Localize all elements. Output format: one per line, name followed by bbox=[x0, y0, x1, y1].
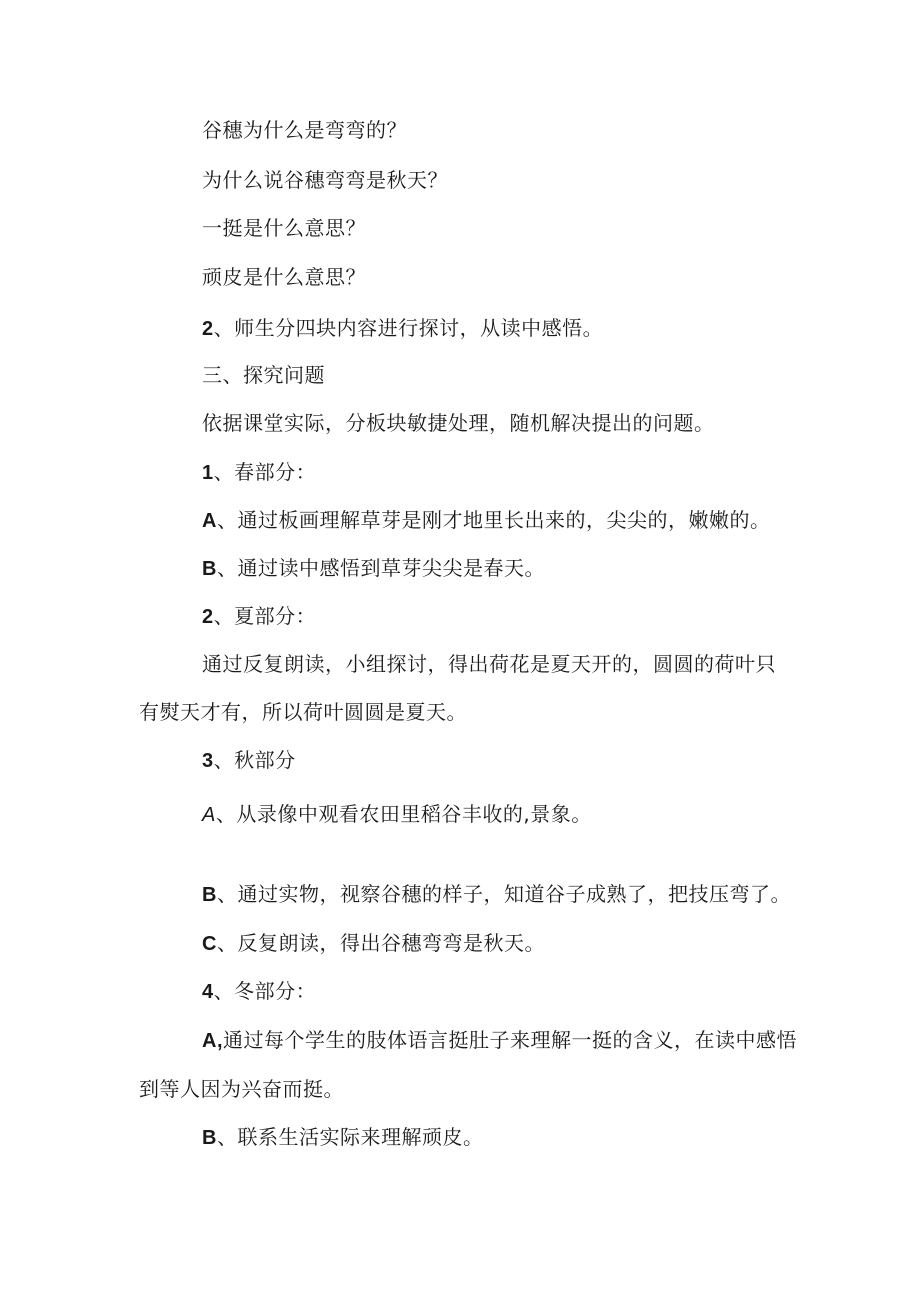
line-text: 通过每个学生的肢体语言挺肚子来理解一挺的含义，在读中感悟 bbox=[223, 1028, 797, 1052]
section-heading bbox=[202, 362, 325, 388]
line-text: 谷穗为什么是弯弯的？ bbox=[202, 118, 407, 142]
line-text: 、从录像中观看农田里稻谷丰收的,景象。 bbox=[215, 802, 592, 826]
lettered-item bbox=[202, 930, 545, 957]
list-marker: 2 bbox=[202, 318, 214, 340]
line-text: 、春部分： bbox=[213, 460, 317, 484]
list-marker: B bbox=[202, 1127, 217, 1149]
paragraph-line bbox=[202, 651, 776, 677]
line-text: 、夏部分： bbox=[213, 604, 317, 628]
list-marker: B bbox=[202, 884, 217, 906]
list-marker: 4 bbox=[202, 981, 214, 1003]
list-marker: A bbox=[202, 510, 217, 532]
question-line bbox=[202, 117, 407, 143]
question-line bbox=[202, 264, 366, 290]
line-text: 三、探究问题 bbox=[202, 363, 325, 387]
lettered-item bbox=[202, 507, 770, 534]
list-marker: B bbox=[202, 558, 217, 580]
line-text: 、通过实物，视察谷穗的样子，知道谷子成熟了，把技压弯了。 bbox=[216, 882, 791, 906]
lettered-item bbox=[202, 801, 592, 828]
numbered-step bbox=[202, 747, 296, 774]
paragraph-continuation bbox=[139, 699, 467, 725]
line-text: 、师生分四块内容进行探讨，从读中感悟。 bbox=[213, 316, 604, 340]
list-marker: 1 bbox=[202, 462, 214, 484]
lettered-item bbox=[202, 1027, 797, 1054]
line-text: 、冬部分： bbox=[213, 979, 317, 1003]
list-marker: A bbox=[202, 804, 216, 826]
question-line bbox=[202, 215, 366, 241]
line-text: 、通过板画理解草芽是刚才地里长出来的，尖尖的，嫩嫩的。 bbox=[216, 508, 771, 532]
line-text: 顽皮是什么意思？ bbox=[202, 265, 366, 289]
line-text: 有熨天才有，所以荷叶圆圆是夏天。 bbox=[139, 700, 467, 724]
line-text: 到等人因为兴奋而挺。 bbox=[139, 1077, 344, 1101]
list-marker: 2 bbox=[202, 606, 214, 628]
line-text: 、联系生活实际来理解顽皮。 bbox=[216, 1125, 484, 1149]
paragraph-line bbox=[202, 410, 715, 436]
lettered-item bbox=[202, 881, 791, 908]
lettered-item bbox=[202, 1124, 483, 1151]
line-text: 依据课堂实际，分板块敏捷处理，随机解决提出的问题。 bbox=[202, 411, 715, 435]
line-text: 通过反复朗读，小组探讨，得出荷花是夏天开的，圆圆的荷叶只 bbox=[202, 652, 776, 676]
numbered-step bbox=[202, 459, 316, 486]
paragraph-continuation bbox=[139, 1076, 344, 1102]
numbered-step bbox=[202, 603, 316, 630]
list-marker: A, bbox=[202, 1030, 223, 1052]
line-text: 为什么说谷穗弯弯是秋天？ bbox=[202, 168, 448, 192]
line-text: 、通过读中感悟到草芽尖尖是春天。 bbox=[216, 556, 545, 580]
list-marker: 3 bbox=[202, 750, 214, 772]
list-marker: C bbox=[202, 933, 217, 955]
question-line bbox=[202, 167, 448, 193]
numbered-step bbox=[202, 978, 316, 1005]
line-text: 、反复朗读，得出谷穗弯弯是秋天。 bbox=[216, 931, 545, 955]
numbered-step bbox=[202, 315, 603, 342]
lettered-item bbox=[202, 555, 545, 582]
line-text: 、秋部分 bbox=[213, 748, 296, 772]
line-text: 一挺是什么意思？ bbox=[202, 216, 366, 240]
